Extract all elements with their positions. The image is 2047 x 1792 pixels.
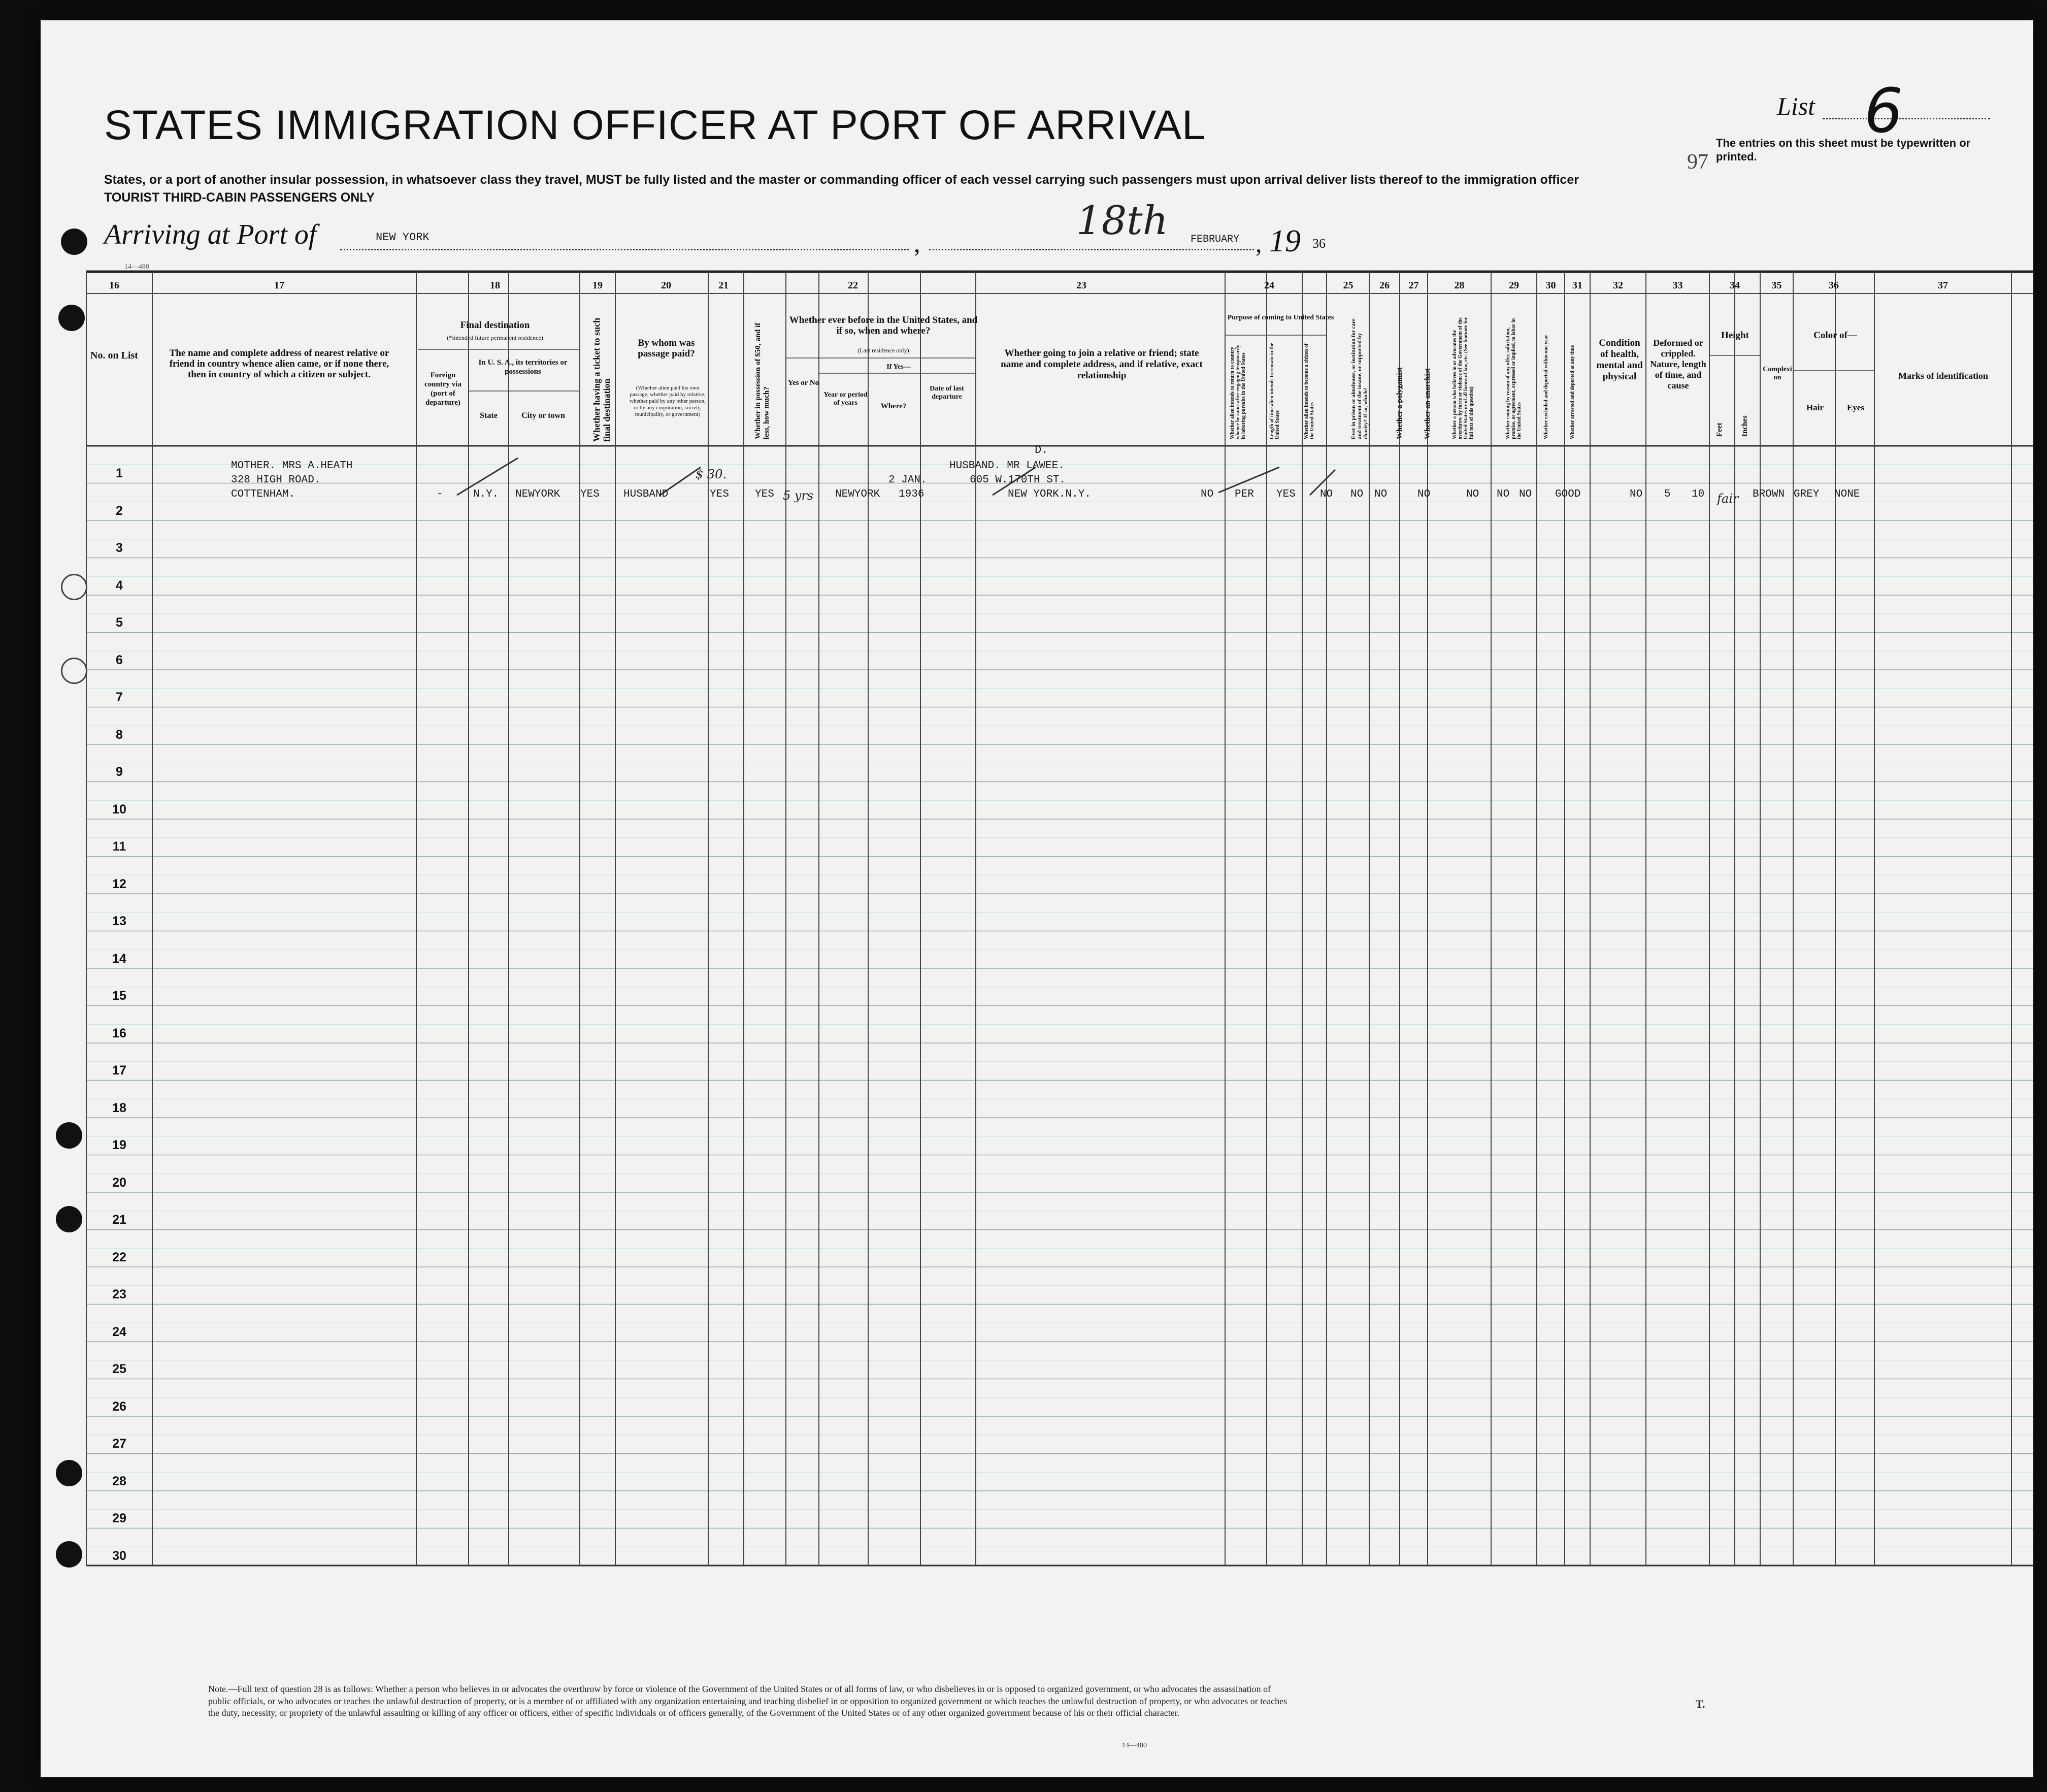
page-title: STATES IMMIGRATION OFFICER AT PORT OF ARRIVAL	[104, 102, 1206, 148]
header-excluded: Whether excluded and deported within one year	[1543, 335, 1549, 439]
row-number: 9	[116, 765, 123, 779]
row-number: 26	[112, 1399, 126, 1414]
column-number: 19	[592, 280, 603, 291]
row-number: 24	[112, 1324, 126, 1339]
row-number: 10	[112, 802, 126, 817]
header-overthrow: Whether a person who believes in or advocates the overthrow by force or violence of the Government of the United States or of all forms of law, etc. (See footnote for full text of this question)	[1452, 317, 1474, 439]
join-street: 605 W.170TH ST.	[970, 474, 1066, 486]
relative-town: COTTENHAM.	[231, 488, 295, 500]
column-number: 31	[1572, 280, 1582, 291]
excluded-value: NO	[1497, 488, 1510, 500]
row-number: 20	[112, 1175, 126, 1190]
year-prefix: 19	[1269, 224, 1301, 258]
binder-hole	[56, 1460, 82, 1486]
column-number: 21	[718, 280, 729, 291]
deformed-value: NO	[1630, 488, 1643, 500]
row-number: 27	[112, 1437, 126, 1451]
where-value: NEWYORK	[835, 488, 880, 500]
header-eyes: Eyes	[1847, 403, 1864, 412]
header-marks: Marks of identification	[1898, 371, 1988, 381]
binder-hole	[61, 229, 87, 255]
row-number: 16	[112, 1026, 126, 1040]
header-no-on-list: No. on List	[90, 350, 138, 361]
header-yes-no: Yes or No	[787, 379, 819, 387]
join-city: NEW YORK.N.Y.	[1008, 488, 1091, 500]
column-number: 24	[1264, 280, 1274, 291]
foreign-country-value: -	[437, 488, 443, 500]
column-number: 20	[661, 280, 671, 291]
complexion-value: fair	[1717, 492, 1739, 506]
column-number: 29	[1509, 280, 1519, 291]
paid-by-value: HUSBAND	[623, 488, 669, 500]
prison-value: NO	[1320, 488, 1333, 500]
column-number: 22	[848, 280, 858, 291]
departure-year-value: 1936	[899, 488, 925, 500]
year-suffix: 36	[1312, 236, 1326, 251]
relative-name: MOTHER. MRS A.HEATH	[231, 460, 353, 472]
row-number: 21	[112, 1213, 126, 1227]
header-height: Height	[1721, 330, 1749, 341]
footer-letter: T.	[1696, 1698, 1705, 1710]
contract-value: NO	[1466, 488, 1479, 500]
header-before-in-us: Whether ever before in the United States, and if so, when and where?	[789, 315, 978, 336]
port-underline	[340, 249, 909, 250]
health-value: GOOD	[1555, 488, 1581, 500]
relative-street: 328 HIGH ROAD.	[231, 474, 321, 486]
column-number: 33	[1672, 280, 1683, 291]
marks-value: NONE	[1834, 488, 1860, 500]
inches-value: 10	[1692, 488, 1705, 500]
polygamist-value: NO	[1350, 488, 1364, 500]
column-number: 36	[1829, 280, 1839, 291]
column-number: 32	[1613, 280, 1623, 291]
header-ticket: Whether having a ticket to such final destination	[591, 317, 612, 442]
departure-date-value: 2 JAN.	[888, 474, 927, 486]
column-number: 35	[1771, 280, 1782, 291]
typewritten-note: The entries on this sheet must be typewritten or printed.	[1716, 137, 1971, 163]
header-state: State	[480, 411, 498, 420]
header-fifty-dollars: Whether in possession of $50, and if less, how much?	[754, 322, 771, 439]
column-number: 27	[1408, 280, 1419, 291]
citizen-value: YES	[1276, 488, 1296, 500]
return-value: NO	[1201, 488, 1214, 500]
header-purpose-return: Whether alien intends to return to country whence he came after engaging temporarily in laboring pursuits in the United States	[1230, 344, 1246, 439]
period-value: 5 yrs	[783, 488, 814, 503]
header-usa: In U. S. A., its territories or possessions	[478, 359, 568, 376]
passenger-class-text: TOURIST THIRD-CABIN PASSENGERS ONLY	[104, 190, 375, 205]
header-where: Where?	[880, 402, 907, 410]
month-value: FEBRUARY	[1191, 234, 1240, 245]
row-number: 29	[112, 1511, 126, 1525]
money-handwritten: $ 30.	[696, 467, 727, 481]
header-polygamist: Whether a polygamist	[1396, 367, 1404, 439]
row-number: 5	[116, 615, 123, 630]
row-number: 12	[112, 876, 126, 891]
eyes-value: GREY	[1794, 488, 1820, 500]
binder-hole	[61, 574, 87, 600]
row-number: 25	[112, 1362, 126, 1376]
state-value: N.Y.	[473, 488, 499, 500]
comma: ,	[914, 229, 920, 257]
binder-hole	[56, 1206, 82, 1232]
footnote: Note.—Full text of question 28 is as follows: Whether a person who believes in or advocates the overthrow by force or violence of the Government of the United States or of all forms of law, or who disbelieves in or is opposed to organized government, or who advocates the assassination of public officials, or who advocates or teaches the unlawful destruction of property, or is a member of or affiliated with any organization entertaining and teaching disbelief in or opposition to organized government or which teaches the unlawful destruction of property, or who advocates or teaches the duty, necessity, or propriety of the unlawful assaulting or killing of any officer or officers, either of specific individuals or of officers generally, of the Government of the United States or of any other organized government because of his or their official character.	[208, 1684, 1287, 1718]
header-if-yes: If Yes—	[886, 363, 911, 371]
header-join-relative: Whether going to join a relative or friend; state name and complete address, and if relative, exact relationship	[1001, 348, 1203, 381]
hair-value: BROWN	[1753, 488, 1785, 500]
column-number: 30	[1545, 280, 1556, 291]
header-health: Condition of health, mental and physical	[1596, 338, 1643, 382]
join-name: HUSBAND. MR LAWEE.	[949, 460, 1065, 472]
header-inches: Inches	[1741, 415, 1749, 437]
header-city: City or town	[521, 411, 565, 420]
row-number: 13	[112, 914, 126, 928]
feet-value: 5	[1664, 488, 1671, 500]
join-initial: D.	[1035, 444, 1048, 457]
header-anarchist: Whether an anarchist	[1424, 368, 1432, 439]
manifest-sheet	[41, 20, 2033, 1777]
form-code: 14—480	[124, 263, 149, 271]
header-deformed: Deformed or crippled. Nature, length of time, and cause	[1650, 338, 1706, 390]
binder-hole	[56, 1122, 82, 1149]
row-number: 14	[112, 951, 126, 966]
header-hair: Hair	[1806, 403, 1824, 412]
date-underline	[929, 249, 1254, 250]
row-number: 15	[112, 989, 126, 1003]
money-value: YES	[710, 488, 729, 500]
binder-hole	[61, 658, 87, 684]
header-purpose: Purpose of coming to United States	[1227, 314, 1334, 321]
ticket-value: YES	[580, 488, 600, 500]
list-number: 6	[1864, 76, 1903, 147]
column-number: 28	[1454, 280, 1465, 291]
column-number: 34	[1730, 280, 1740, 291]
instructions-text: States, or a port of another insular possession, in whatsoever class they travel, MUST be fully listed and the master or commanding officer of each vessel carrying such passengers must upon arrival deliver lists thereof to the immigration officer	[104, 173, 1579, 187]
header-complexion: Complexion	[1763, 366, 1792, 381]
anarchist-value: NO	[1374, 488, 1388, 500]
header-final-destination-note: (*Intended future permanent residence)	[447, 334, 543, 341]
column-number: 37	[1938, 280, 1948, 291]
column-number: 16	[109, 280, 119, 291]
arrested-value: NO	[1519, 488, 1532, 500]
column-number: 25	[1343, 280, 1353, 291]
header-passage-note: (Whether alien paid his own passage, whether paid by relative, whether paid by any other person, or by any corporation, society, municipality, or government)	[630, 385, 706, 417]
row-number: 23	[112, 1287, 126, 1301]
comma: ,	[1256, 229, 1262, 257]
row-number: 4	[116, 578, 123, 593]
row-number: 19	[112, 1138, 126, 1152]
row-number: 30	[112, 1548, 126, 1563]
header-prison: Ever in prison or almshouse, or institution for care and treatment of the insane, or supported by charity? If so, which?	[1350, 318, 1369, 439]
header-color: Color of—	[1813, 330, 1857, 341]
header-date-departure: Date of last departure	[930, 385, 964, 401]
header-passage-paid: By whom was passage paid?	[638, 338, 695, 359]
form-code-footer: 14—480	[1122, 1742, 1147, 1749]
column-number: 26	[1379, 280, 1390, 291]
row-number: 28	[112, 1474, 126, 1488]
header-final-destination: Final destination	[460, 320, 530, 331]
list-label: List	[1777, 92, 1815, 120]
city-value: NEWYORK	[515, 488, 560, 500]
binder-hole	[58, 305, 85, 331]
row-number: 7	[116, 690, 123, 704]
header-relative: The name and complete address of nearest relative or friend in country whence alien came, or if none there, then in country of which a citizen or subject.	[169, 348, 389, 380]
row-number: 18	[112, 1100, 126, 1115]
header-feet: Feet	[1715, 422, 1724, 437]
before-us-value: YES	[755, 488, 774, 500]
arriving-label: Arriving at Port of	[104, 219, 317, 250]
port-value: NEW YORK	[376, 231, 430, 244]
row-number: 6	[116, 653, 123, 667]
row-number: 3	[116, 541, 123, 555]
header-before-note: (Last residence only)	[857, 347, 909, 354]
row-number: 8	[116, 727, 123, 742]
length-value: PER	[1235, 488, 1254, 500]
column-number: 18	[490, 280, 500, 291]
overthrow-value: NO	[1417, 488, 1431, 500]
row-number: 22	[112, 1250, 126, 1264]
row-number: 11	[112, 839, 126, 854]
header-purpose-citizen: Whether alien intends to become a citizen of the United States	[1304, 343, 1315, 439]
sheet-code: 97	[1687, 150, 1708, 174]
header-period: Year or period of years	[823, 391, 868, 407]
binder-hole	[56, 1541, 82, 1568]
header-purpose-length: Length of time alien intends to remain in the United States	[1269, 343, 1280, 439]
column-number: 23	[1076, 280, 1086, 291]
row-number: 2	[116, 503, 123, 518]
day-value: 18th	[1076, 198, 1168, 244]
header-arrested: Whether arrested and deported at any time	[1570, 345, 1575, 439]
column-number: 17	[274, 280, 284, 291]
row-number: 17	[112, 1063, 126, 1078]
header-contract-labor: Whether coming by reason of any offer, solicitation, promise, or agreement, expressed or implied, to labor in the United States	[1505, 318, 1522, 439]
row-number: 1	[116, 466, 123, 480]
header-foreign-country: Foreign country via (port of departure)	[424, 371, 461, 407]
